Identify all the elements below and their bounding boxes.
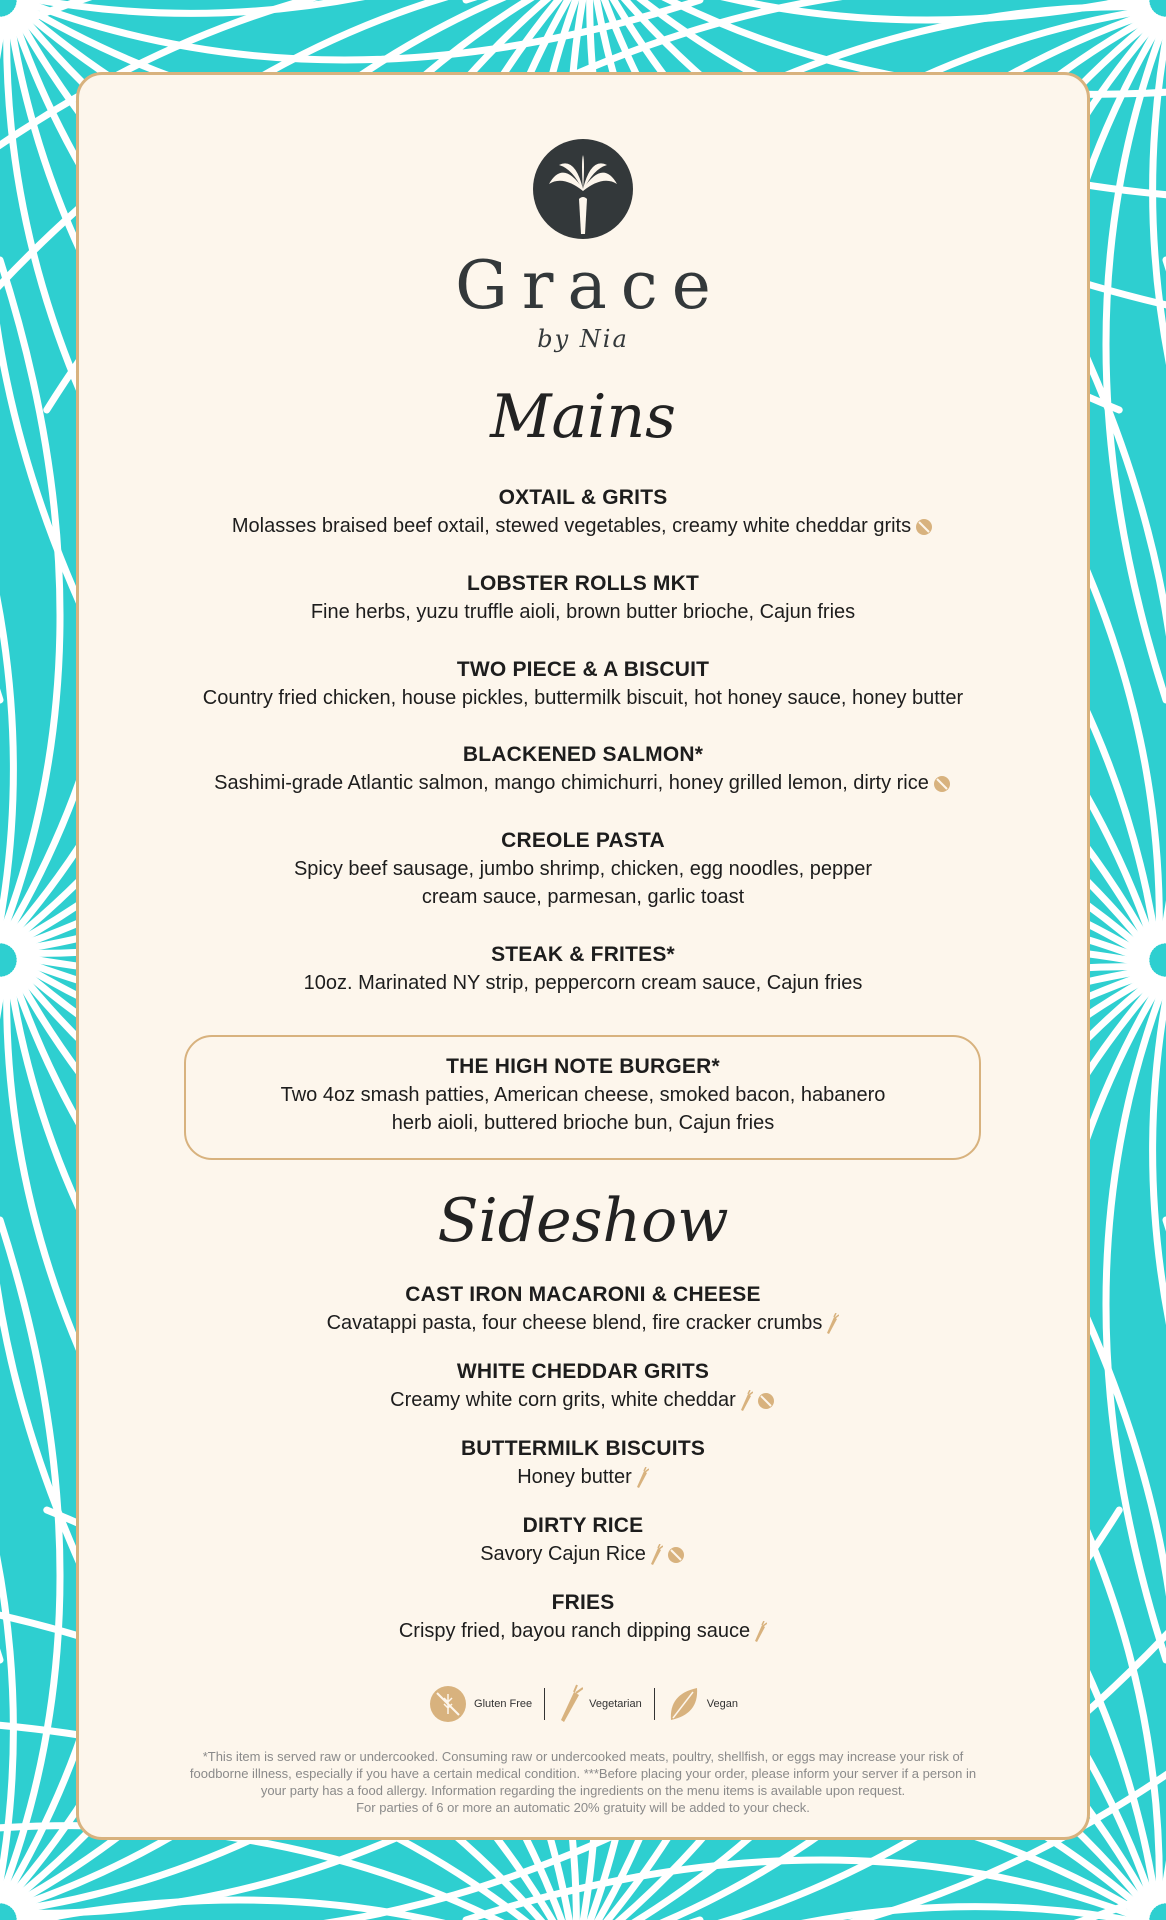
item-desc: Two 4oz smash patties, American cheese, smoked bacon, habanero [280, 1084, 886, 1106]
brand-name: Grace [455, 247, 725, 324]
mains-title: Mains [490, 382, 676, 452]
menu-item-oxtail [0, 484, 1166, 540]
item-desc-line2: cream sauce, parmesan, garlic toast [421, 886, 745, 908]
item-name: DIRTY RICE [522, 1514, 644, 1537]
side-item-mac-cheese [0, 1281, 1166, 1337]
item-desc: Sashimi-grade Atlantic salmon, mango chimichurri, honey grilled lemon, dirty rice [214, 772, 929, 794]
disclaimer-line: For parties of 6 or more an automatic 20% gratuity will be added to your check. [356, 1800, 810, 1815]
item-name: CAST IRON MACARONI & CHEESE [405, 1283, 761, 1306]
palm-tree-icon [533, 139, 633, 239]
menu-item-creole-pasta [0, 827, 1166, 911]
brand-byline: by Nia [537, 325, 629, 353]
vegetarian-icon [557, 1684, 583, 1724]
menu-item-burger [0, 1053, 1166, 1137]
item-desc: Fine herbs, yuzu truffle aioli, brown butter brioche, Cajun fries [310, 601, 856, 623]
item-desc-line2: herb aioli, buttered brioche bun, Cajun fries [391, 1112, 775, 1134]
item-name: BLACKENED SALMON* [462, 743, 704, 766]
side-item-grits [0, 1358, 1166, 1414]
vegetarian-icon [649, 1544, 663, 1566]
item-desc: Country fried chicken, house pickles, buttermilk biscuit, hot honey sauce, honey butter [202, 687, 964, 709]
gluten-free-icon [428, 1684, 468, 1724]
item-desc: Crispy fried, bayou ranch dipping sauce [398, 1620, 751, 1642]
gluten-free-icon [914, 517, 934, 537]
gluten-free-icon [756, 1391, 776, 1411]
legend-label: Vegetarian [589, 1698, 642, 1710]
item-name: TWO PIECE & A BISCUIT [456, 658, 710, 681]
vegetarian-icon [825, 1313, 839, 1335]
legend-gluten-free [416, 1684, 544, 1724]
item-name: BUTTERMILK BISCUITS [460, 1437, 706, 1460]
item-name: LOBSTER ROLLS MKT [466, 572, 700, 595]
item-name: STEAK & FRITES* [491, 943, 675, 966]
menu-item-salmon [0, 741, 1166, 797]
side-item-fries [0, 1589, 1166, 1645]
side-item-dirty-rice [0, 1512, 1166, 1568]
vegetarian-icon [753, 1621, 767, 1643]
legend-label: Gluten Free [474, 1698, 533, 1710]
disclaimer-line: foodborne illness, especially if you have a certain medical condition. ***Before placing your order, please inform your server if a person in [189, 1766, 977, 1781]
vegan-leaf-icon [667, 1684, 701, 1724]
item-name: THE HIGH NOTE BURGER* [446, 1055, 720, 1078]
legend-label: Vegan [706, 1698, 738, 1710]
gluten-free-icon [666, 1545, 686, 1565]
item-desc: Cavatappi pasta, four cheese blend, fire cracker crumbs [326, 1312, 823, 1334]
legend-vegetarian [545, 1684, 654, 1724]
sides-title: Sideshow [437, 1186, 729, 1256]
vegetarian-icon [635, 1467, 649, 1489]
disclaimer-line: *This item is served raw or undercooked. Consuming raw or undercooked meats, poultry, shellfish, or eggs may increase your risk of [202, 1749, 964, 1764]
gluten-free-icon [932, 774, 952, 794]
menu-item-steak [0, 941, 1166, 997]
disclaimer-line: your party has a food allergy. Information regarding the ingredients on the menu items is available upon request. [260, 1783, 906, 1798]
disclaimer [140, 1748, 1026, 1816]
vegetarian-icon [739, 1390, 753, 1412]
item-desc: Molasses braised beef oxtail, stewed vegetables, creamy white cheddar grits [231, 515, 912, 537]
item-desc: Honey butter [517, 1466, 632, 1488]
legend-vegan [655, 1684, 750, 1724]
item-name: WHITE CHEDDAR GRITS [456, 1360, 710, 1383]
item-desc: 10oz. Marinated NY strip, peppercorn cream sauce, Cajun fries [303, 972, 863, 994]
item-desc: Creamy white corn grits, white cheddar [390, 1389, 736, 1411]
item-desc: Savory Cajun Rice [480, 1543, 646, 1565]
item-name: CREOLE PASTA [501, 829, 665, 852]
item-desc: Spicy beef sausage, jumbo shrimp, chicken, egg noodles, pepper [293, 858, 873, 880]
item-name: FRIES [551, 1591, 615, 1614]
palm-tree-logo [533, 139, 633, 239]
menu-item-two-piece [0, 656, 1166, 712]
menu-item-lobster [0, 570, 1166, 626]
item-name: OXTAIL & GRITS [498, 486, 668, 509]
side-item-biscuits [0, 1435, 1166, 1491]
dietary-legend [0, 1684, 1166, 1724]
